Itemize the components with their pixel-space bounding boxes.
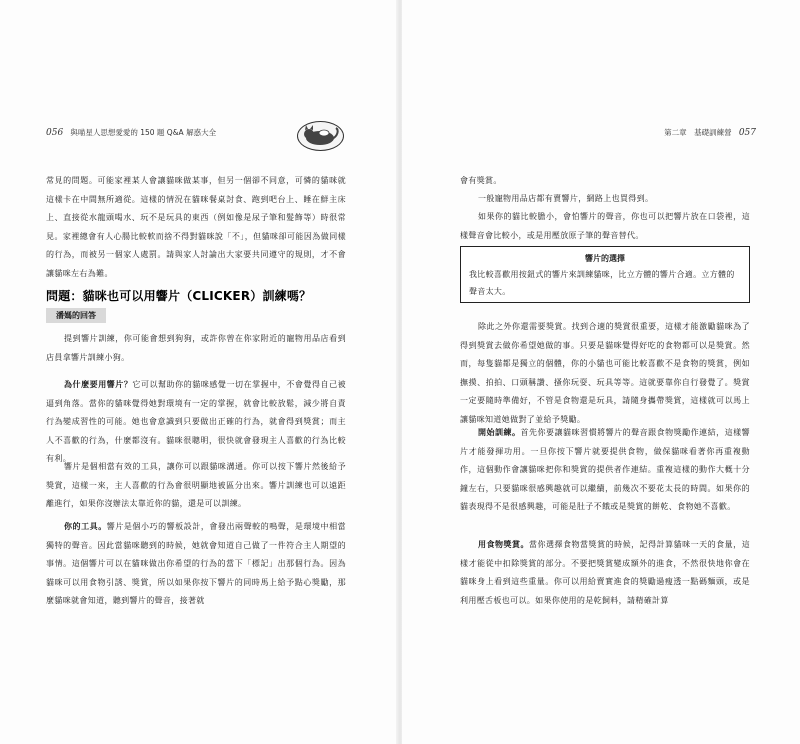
book-title: 與喵星人思想愛愛的 150 題 Q&A 解惑大全 — [70, 128, 217, 137]
food-reward-lead: 用食物獎賞。 — [478, 540, 530, 549]
right-running-header — [664, 127, 756, 138]
left-page-number: 056 — [46, 128, 64, 138]
cat-logo-icon — [297, 121, 344, 151]
clicker-tool-paragraph: 響片是個相當有效的工具，讓你可以跟貓咪溝通。你可以按下響片然後給予獎賞，這樣一來，主人喜歡的行為會很明顯地被區分出來。響片訓練也可以遠距離進行，如果你沒辦法太靠近你的貓，還是可以訓練。 — [46, 462, 346, 509]
chapter-title: 第二章 基礎訓練營 — [664, 128, 732, 137]
intro-paragraph: 常見的問題。可能家裡某人會讓貓咪做某事，但另一個卻不同意，可憐的貓咪就這樣卡在中間無所適從。這樣的情況在貓咪餐桌討食、跑到吧台上、睡在鮮主床上、直接從水龍頭喝水、玩不是玩具的東西（例如像是尿子筆和髮飾等）時很常見。家裡總會有人心腸比較軟而捨不得對貓咪說「不」，但貓咪卻可能因為做同樣的行為，而被另一個家人處罰。請與家人討論出大家要共同遵守的規則，才不會讓貓咪左右為難。 — [46, 176, 346, 278]
why-clicker-lead: 為什麼要用響片？ — [64, 380, 133, 389]
timid-cat-paragraph: 如果你的貓比較膽小，會怕響片的聲音，你也可以把響片放在口袋裡，這樣聲音會比較小，或是用壓放原子筆的聲音替代。 — [460, 212, 750, 240]
why-clicker-text: 它可以幫助你的貓咪感覺一切在掌握中，不會覺得自己被逼到角落。當你的貓咪覺得她對環境有一定的掌握，就會比較放鬆，減少將自責行為變成習性的可能。她也會意識到只要做出正確的行為，就會得到獎賞；而主人不喜歡的行為，什麼都沒有。貓咪很聰明，很快就會發現主人喜歡的行為比較有利。 — [46, 380, 346, 464]
food-reward-text: 當你選擇食物當獎賞的時候，記得計算貓咪一天的食量，這樣才能從中扣除獎賞的部分。不要把獎賞變成額外的進食，不然很快地你會在貓咪身上看到這些重量。你可以用給賣實進食的獎勵過瘦透一點碼麵頭，或是利用壓舌板也可以。如果你使用的是乾飼料，請精確計算 — [460, 540, 750, 605]
right-page — [402, 0, 800, 744]
box-title: 響片的選擇 — [585, 254, 625, 263]
box-body: 我比較喜歡用按鈕式的響片來訓練貓咪，比立方體的響片合適。立方體的聲音太大。 — [469, 270, 735, 296]
reward-paragraph: 除此之外你還需要獎賞。找到合適的獎賞很重要，這樣才能激勵貓咪為了得到獎賞去做你希望她做的事。只要是貓咪覺得好吃的食物都可以是獎賞。然而，每隻貓都是獨立的個體，你的小貓也可能比較喜歡不是食物的獎賞，例如撫摸、拍拍、口頭稱讚、搔你玩耍、玩具等等。這就要靠你自行發覺了。獎賞一定要隨時準備好，不管是食物還是玩具，請隨身攜帶獎賞，這樣就可以馬上讓貓咪知道她做對了並給予獎勵。 — [460, 322, 750, 424]
answer-paragraph: 提到響片訓練，你可能會想到狗狗，或許你曾在你家附近的寵物用品店看到店員拿響片訓練小狗。 — [46, 334, 346, 362]
continued-paragraph: 會有獎賞。 — [460, 176, 502, 185]
your-tool-lead: 你的工具。 — [64, 522, 107, 531]
clicker-choice-box — [460, 246, 750, 303]
start-training-paragraph — [460, 424, 750, 517]
left-running-header — [46, 127, 216, 138]
your-tool-paragraph — [46, 518, 346, 611]
answer-tag: 潘媽的回答 — [46, 308, 106, 323]
your-tool-text: 響片是個小巧的響板設計，會發出兩聲較的鳴聲，是環境中相當獨特的聲音。因此當貓咪聽到的時候，她就會知道自己做了一件符合主人期望的事情。這個響片可以在貓咪做出你希望的行為的當下「標記」出那個行為。因為貓咪可以用食物引誘、獎賞，所以如果你按下響片的同時馬上給予點心獎勵，那麼貓咪就會知道，聽到響片的聲音，接著就 — [46, 522, 347, 606]
right-page-number: 057 — [738, 128, 756, 138]
start-training-text: 首先你要讓貓咪習慣將響片的聲音跟食物獎勵作連結，這樣響片才能發揮功用。一旦你按下響片就要提供食物，做保貓咪看著你再重複動作，這個動作會讓貓咪把你和獎賞的提供者作連結。重複這樣的動作大概十分鐘左右，只要貓咪很感興趣就可以繼續，前幾次不要花太長的時間。如果你的貓表現得不是很感興趣，可能是肚子不餓或是獎賞的餅乾、食物她不喜歡。 — [460, 428, 751, 512]
buy-clicker-paragraph: 一般寵物用品店都有賣響片，網路上也買得到。 — [478, 194, 654, 203]
why-clicker-paragraph — [46, 376, 346, 469]
left-page — [0, 0, 398, 744]
start-training-lead: 開始訓練。 — [478, 428, 521, 437]
food-reward-paragraph — [460, 536, 750, 610]
question-heading: 問題：貓咪也可以用響片（CLICKER）訓練嗎？ — [46, 289, 312, 303]
